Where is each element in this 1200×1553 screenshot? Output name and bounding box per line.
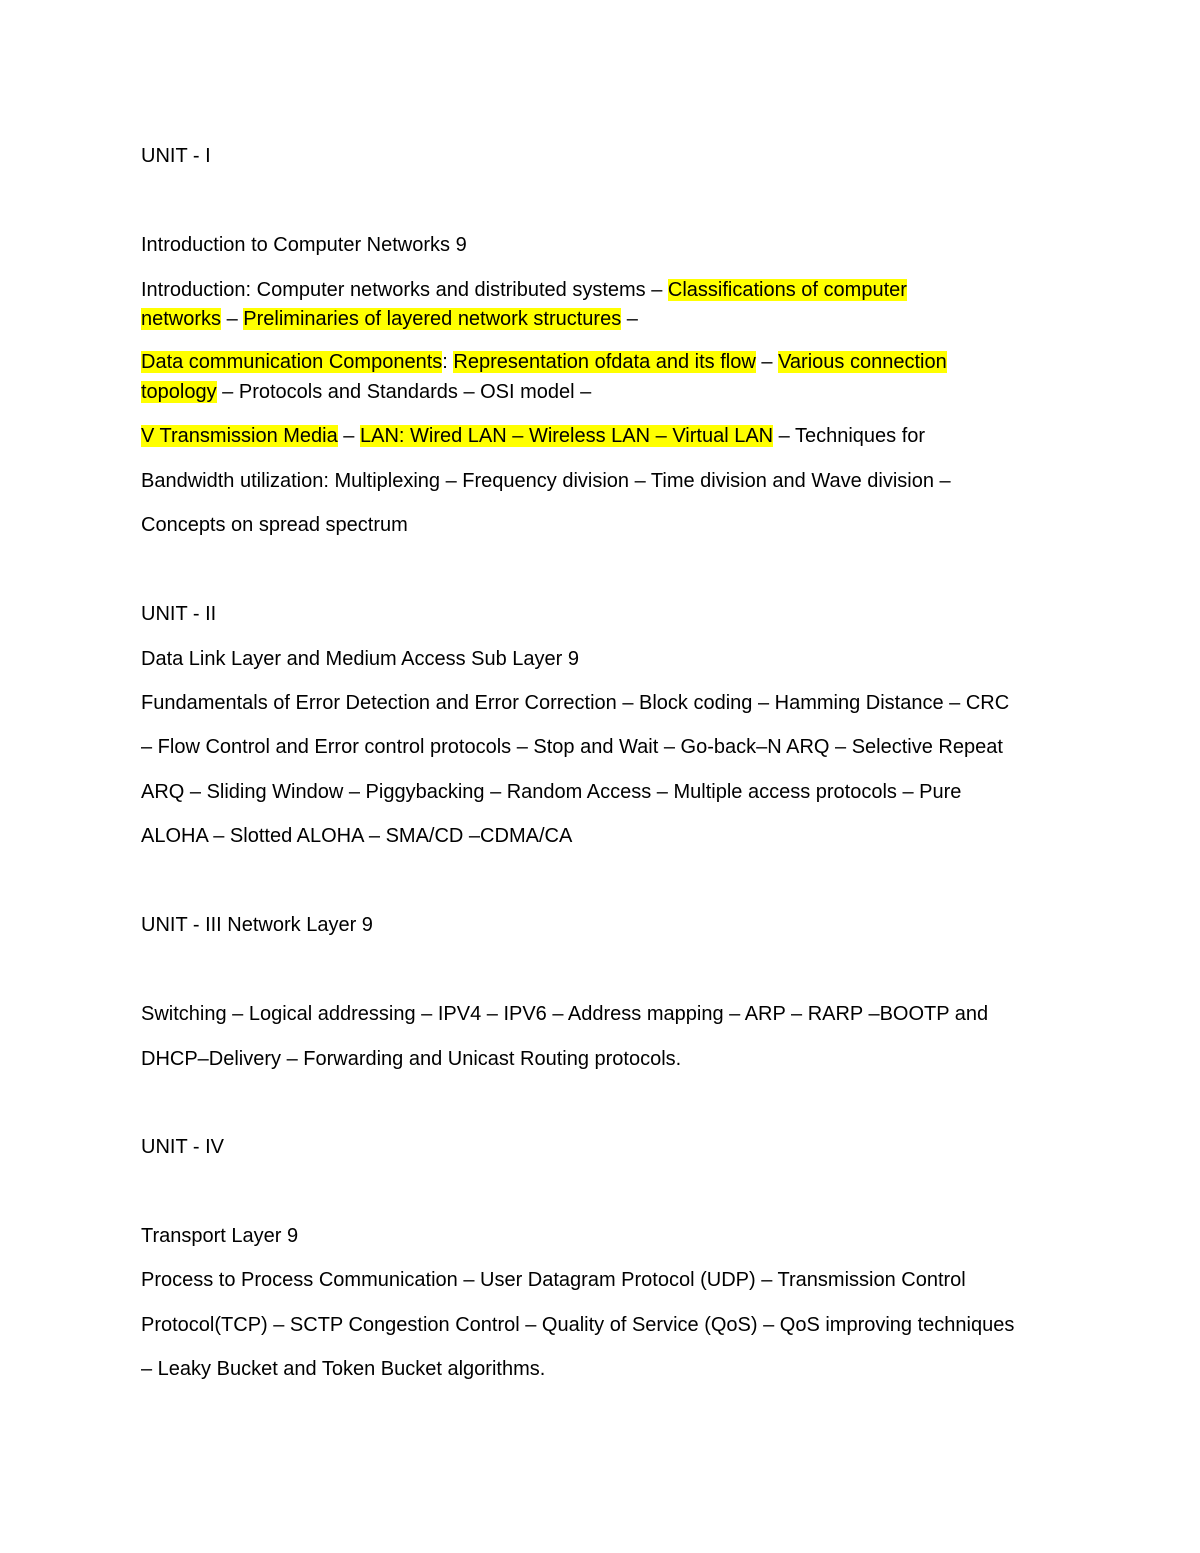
text-span: – Techniques for bbox=[773, 425, 926, 447]
highlighted-text: LAN: Wired LAN – Wireless LAN – Virtual LAN bbox=[360, 425, 774, 447]
unit-2-title: Data Link Layer and Medium Access Sub Layer 9 bbox=[141, 648, 580, 670]
unit-3-paragraph-line: DHCP–Delivery – Forwarding and Unicast Routing protocols. bbox=[141, 1048, 682, 1070]
highlighted-text: networks bbox=[141, 308, 222, 330]
unit-1-heading: UNIT - I bbox=[141, 145, 211, 167]
text-span: – Protocols and Standards – OSI model – bbox=[216, 381, 592, 403]
unit-3-heading: UNIT - III Network Layer 9 bbox=[141, 914, 373, 936]
text-span: – bbox=[221, 308, 244, 330]
text-span: : bbox=[442, 351, 454, 373]
unit-4-paragraph-line: – Leaky Bucket and Token Bucket algorithms. bbox=[141, 1358, 546, 1380]
unit-2-paragraph-line: – Flow Control and Error control protocols – Stop and Wait – Go-back–N ARQ – Selective Repeat bbox=[141, 736, 1003, 758]
unit-1-paragraph-line: Bandwidth utilization: Multiplexing – Frequency division – Time division and Wave division – bbox=[141, 470, 951, 492]
text-span: – bbox=[621, 308, 638, 330]
unit-1-paragraph-line bbox=[141, 379, 591, 405]
unit-1-paragraph-line bbox=[141, 277, 907, 303]
unit-2-paragraph-line: ALOHA – Slotted ALOHA – SMA/CD –CDMA/CA bbox=[141, 825, 573, 847]
unit-1-paragraph-line bbox=[141, 349, 947, 375]
highlighted-text: Data communication Components bbox=[141, 351, 443, 373]
unit-2-heading: UNIT - II bbox=[141, 603, 217, 625]
highlighted-text: Representation ofdata and its flow bbox=[453, 351, 756, 373]
text-span: – bbox=[755, 351, 779, 373]
unit-4-title: Transport Layer 9 bbox=[141, 1225, 299, 1247]
highlighted-text: Preliminaries of layered network structures bbox=[243, 308, 622, 330]
unit-2-paragraph-line: ARQ – Sliding Window – Piggybacking – Random Access – Multiple access protocols – Pure bbox=[141, 781, 962, 803]
unit-1-title: Introduction to Computer Networks 9 bbox=[141, 234, 467, 256]
text-span: Introduction: Computer networks and distributed systems – bbox=[141, 279, 668, 301]
highlighted-text: Classifications of computer bbox=[667, 279, 907, 301]
text-span: – bbox=[337, 425, 360, 447]
highlighted-text: topology bbox=[141, 381, 217, 403]
highlighted-text: V Transmission Media bbox=[141, 425, 338, 447]
highlighted-text: Various connection bbox=[778, 351, 947, 373]
unit-2-paragraph-line: Fundamentals of Error Detection and Error Correction – Block coding – Hamming Distance – CRC bbox=[141, 692, 1010, 714]
unit-1-paragraph-line bbox=[141, 306, 638, 332]
unit-3-paragraph-line: Switching – Logical addressing – IPV4 – IPV6 – Address mapping – ARP – RARP –BOOTP and bbox=[141, 1003, 989, 1025]
unit-4-paragraph-line: Process to Process Communication – User Datagram Protocol (UDP) – Transmission Control bbox=[141, 1269, 966, 1291]
unit-1-paragraph-line: Concepts on spread spectrum bbox=[141, 514, 408, 536]
unit-4-heading: UNIT - IV bbox=[141, 1136, 224, 1158]
unit-1-paragraph-line bbox=[141, 423, 925, 449]
unit-4-paragraph-line: Protocol(TCP) – SCTP Congestion Control – Quality of Service (QoS) – QoS improving techniques bbox=[141, 1314, 1015, 1336]
